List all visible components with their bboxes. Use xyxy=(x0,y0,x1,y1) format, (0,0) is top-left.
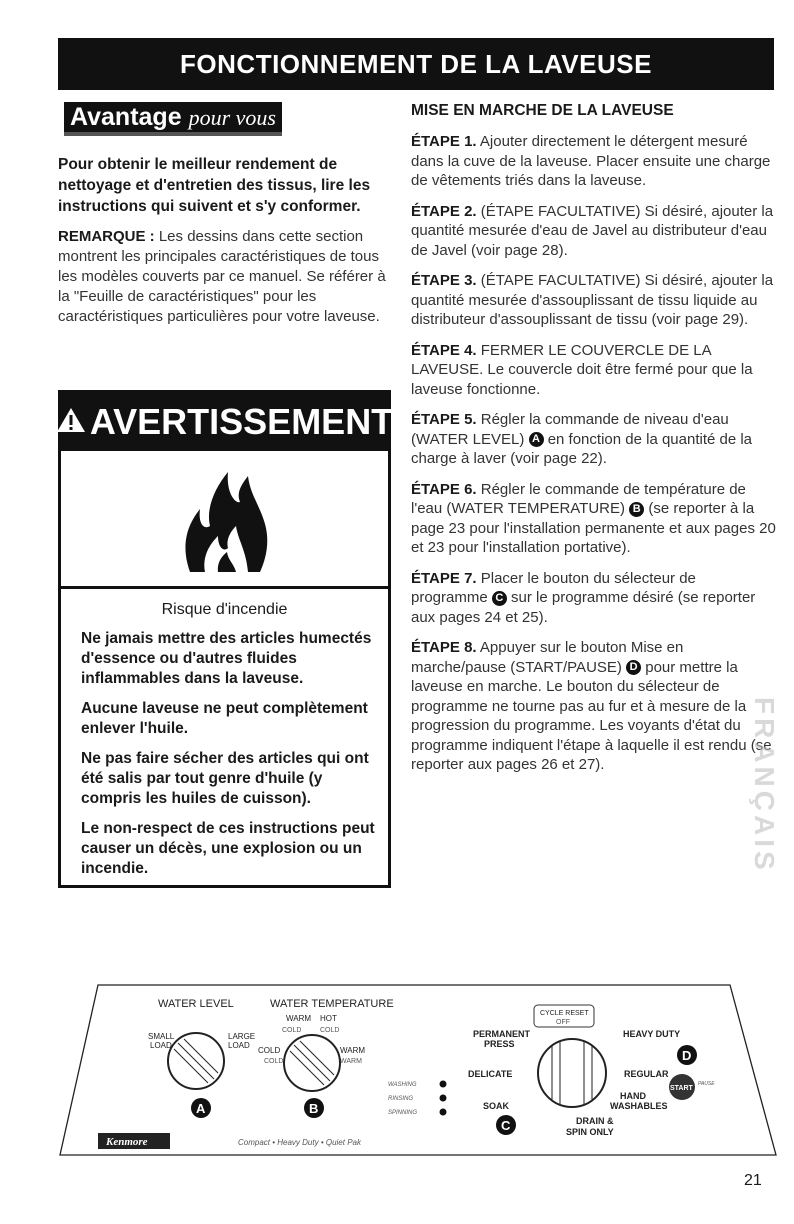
step-text: Régler la commande de niveau d'eau (WATER LEVEL) xyxy=(411,411,729,448)
hand-label: HAND xyxy=(620,1091,646,1101)
warning-line-1: Ne jamais mettre des articles humectés d'essence ou d'autres fluides inflammables dans la laveuse. xyxy=(81,630,372,687)
spin-only-label: SPIN ONLY xyxy=(566,1127,614,1137)
warning-box xyxy=(58,390,394,888)
water-temperature-label: WATER TEMPERATURE xyxy=(270,998,394,1010)
marker-b-icon: B xyxy=(629,502,644,517)
spinning-label: SPINNING xyxy=(388,1110,418,1116)
step-5 xyxy=(411,410,776,469)
step-label: ÉTAPE 3. xyxy=(411,272,477,289)
step-text: pour mettre la laveuse en marche. Le bouton du sélecteur de programme ne tourne pas au fur et à mesure de la progression du programme. Les voyants d'état du programme indiquent l'étape à laquelle il est rendu (se reporter aux pages 26 et 27). xyxy=(411,658,772,773)
drain-label: DRAIN & xyxy=(576,1116,614,1126)
step-text: Appuyer sur le bouton Mise en marche/pause (START/PAUSE) xyxy=(411,639,684,676)
left-column xyxy=(58,102,393,327)
step-7 xyxy=(411,569,776,628)
warning-line-3: Ne pas faire sécher des articles qui ont été salis par tout genre d'huile (y compris les huiles de cuisson). xyxy=(81,750,369,807)
intro-text: Pour obtenir le meilleur rendement de nettoyage et d'entretien des tissus, lire les instructions qui suivent et s'y conformer. xyxy=(58,156,371,215)
right-column xyxy=(411,102,776,786)
marker-b-text: B xyxy=(309,1101,319,1116)
marker-a-text: A xyxy=(196,1101,206,1116)
fire-area xyxy=(61,451,388,589)
step-label: ÉTAPE 5. xyxy=(411,411,477,428)
soak-label: SOAK xyxy=(483,1101,510,1111)
warning-header xyxy=(61,393,394,451)
regular-label: REGULAR xyxy=(624,1069,669,1079)
marker-a-icon: A xyxy=(529,432,544,447)
step-text: sur le programme désiré (se reporter aux pages 24 et 25). xyxy=(411,589,756,626)
warning-title: AVERTISSEMENT xyxy=(89,401,394,442)
warning-line-4: Le non-respect de ces instructions peut causer un décès, une explosion ou un incendie. xyxy=(81,820,375,877)
control-panel-illustration xyxy=(58,975,778,1160)
temp-warm-right-label-2: WARM xyxy=(340,1058,362,1065)
note-paragraph xyxy=(58,227,393,327)
step-text: (ÉTAPE FACULTATIVE) Si désiré, ajouter la quantité mesurée d'eau de Javel au distributeur d'eau de Javel (voir page 28). xyxy=(411,202,774,259)
step-3 xyxy=(411,271,776,330)
avantage-word: Avantage xyxy=(70,103,182,131)
temp-cold-left-label-2: COLD xyxy=(264,1058,284,1065)
step-label: ÉTAPE 6. xyxy=(411,480,477,498)
small-load-label-2: LOAD xyxy=(150,1041,172,1050)
note-label: REMARQUE : xyxy=(58,228,155,245)
step-8 xyxy=(411,638,776,775)
step-label: ÉTAPE 2. xyxy=(411,202,477,220)
rinsing-label: RINSING xyxy=(388,1096,414,1102)
marker-c-text: C xyxy=(501,1118,511,1133)
step-label: ÉTAPE 4. xyxy=(411,341,477,359)
control-panel-svg xyxy=(58,975,778,1160)
step-2 xyxy=(411,202,776,261)
rinsing-light-icon xyxy=(440,1095,447,1102)
step-text: Ajouter directement le détergent mesuré dans la cuve de la laveuse. Placer ensuite une charge de vêtements triés dans la laveuse. xyxy=(411,133,771,189)
cycle-reset-label: CYCLE RESET xyxy=(540,1010,589,1017)
note-text: Les dessins dans cette section montrent les principales caractéristiques de tous les modèles couverts par ce manuel. Se référer à la "Feuille de caractéristiques" pour les caractéristiques particulières pour votre laveuse. xyxy=(58,228,386,325)
page-header: FONCTIONNEMENT DE LA LAVEUSE xyxy=(58,38,774,90)
feature-footer: Compact • Heavy Duty • Quiet Pak xyxy=(238,1138,361,1147)
step-1 xyxy=(411,132,776,191)
heavy-duty-label: HEAVY DUTY xyxy=(623,1029,681,1039)
permanent-press-label: PERMANENT xyxy=(473,1029,531,1039)
delicate-label: DELICATE xyxy=(468,1069,513,1079)
permanent-press-label-2: PRESS xyxy=(484,1039,515,1049)
washing-light-icon xyxy=(440,1081,447,1088)
washables-label: WASHABLES xyxy=(610,1101,668,1111)
cycle-selector-knob[interactable] xyxy=(538,1039,606,1107)
step-text: (ÉTAPE FACULTATIVE) Si désiré, ajouter la quantité mesurée d'assouplissant de tissu liquide au distributeur d'assouplissant de tissu (voir page 29). xyxy=(411,272,774,328)
step-4 xyxy=(411,341,776,400)
step-text: Placer le bouton du sélecteur de programme xyxy=(411,569,696,606)
temp-cold-left-label: COLD xyxy=(258,1046,281,1055)
temp-warm-label: WARM xyxy=(286,1014,312,1023)
washing-label: WASHING xyxy=(388,1082,417,1088)
pause-label: PAUSE xyxy=(698,1081,715,1087)
marker-c-icon: C xyxy=(492,591,507,606)
start-label: START xyxy=(670,1085,693,1092)
page-number: 21 xyxy=(744,1172,762,1189)
large-load-label: LARGE xyxy=(228,1032,256,1041)
risk-title: Risque d'incendie xyxy=(161,601,288,618)
language-side-tab: FRANÇAIS xyxy=(749,696,780,874)
step-text: Régler le commande de température de l'eau (WATER TEMPERATURE) xyxy=(411,480,746,517)
avantage-badge xyxy=(64,102,282,136)
water-level-label: WATER LEVEL xyxy=(158,998,234,1010)
marker-d-text: D xyxy=(682,1048,692,1063)
warning-line-2: Aucune laveuse ne peut complètement enlever l'huile. xyxy=(81,700,368,737)
temp-warm-right-label: WARM xyxy=(340,1046,366,1055)
brand-logo: Kenmore xyxy=(106,1136,148,1148)
step-text: (se reporter à la page 23 pour l'installation permanente et aux pages 20 et 23 pour l'installation portative). xyxy=(411,500,776,556)
temp-cold-label-a: COLD xyxy=(282,1027,302,1034)
temp-cold-label-b: COLD xyxy=(320,1027,340,1034)
step-label: ÉTAPE 7. xyxy=(411,569,477,587)
step-label: ÉTAPE 1. xyxy=(411,133,477,150)
spinning-light-icon xyxy=(440,1109,447,1116)
marker-d-icon: D xyxy=(626,660,641,675)
off-label: OFF xyxy=(556,1019,570,1026)
temp-hot-label: HOT xyxy=(320,1014,337,1023)
large-load-label-2: LOAD xyxy=(228,1041,250,1050)
step-6 xyxy=(411,480,776,558)
step-text: en fonction de la quantité de la charge à laver (voir page 22). xyxy=(411,430,753,467)
avantage-sub: pour vous xyxy=(188,105,276,130)
mise-title: MISE EN MARCHE DE LA LAVEUSE xyxy=(411,102,674,119)
step-label: ÉTAPE 8. xyxy=(411,639,477,656)
warning-triangle-icon xyxy=(56,401,86,443)
fire-icon xyxy=(170,464,280,574)
small-load-label: SMALL xyxy=(148,1032,175,1041)
step-text: FERMER LE COUVERCLE DE LA LAVEUSE. Le couvercle doit être fermé pour que la laveuse fonctionne. xyxy=(411,341,753,398)
